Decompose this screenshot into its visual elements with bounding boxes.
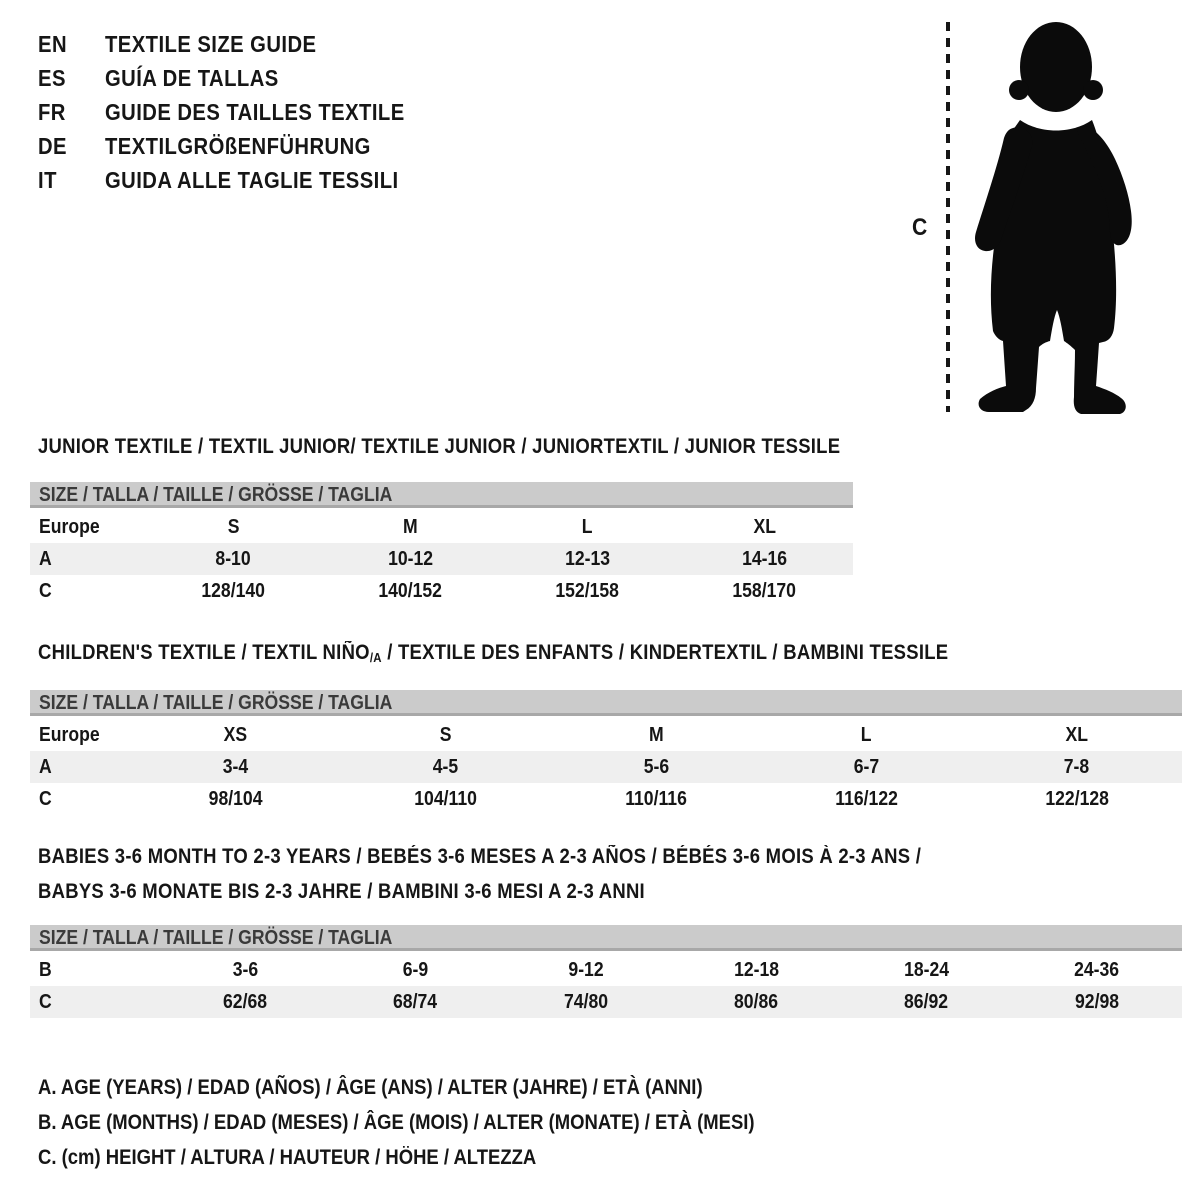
row-label: C [39,787,52,810]
table-cell: L [582,515,593,538]
table-cell: 9-12 [568,958,604,981]
height-measure-label: C [912,214,928,241]
table-cell: 3-6 [232,958,258,981]
table-cell: 3-4 [222,755,248,778]
language-code: FR [38,98,66,125]
row-label: A [39,547,52,570]
table-cell: M [403,515,418,538]
table-cell: 5-6 [643,755,669,778]
section-title-junior: JUNIOR TEXTILE / TEXTIL JUNIOR/ TEXTILE JUNIOR / JUNIORTEXTIL / JUNIOR TESSILE [38,435,841,458]
language-title: TEXTILGRÖßENFÜHRUNG [105,132,371,159]
table-row [30,986,1182,1018]
row-label: Europe [39,723,100,746]
language-row [38,95,446,129]
size-header-label: SIZE / TALLA / TAILLE / GRÖSSE / TAGLIA [39,927,393,949]
table-cell: 12-18 [733,958,779,981]
language-code: EN [38,30,67,57]
size-header-label: SIZE / TALLA / TAILLE / GRÖSSE / TAGLIA [39,484,393,506]
table-cell: 128/140 [201,579,266,602]
language-code: DE [38,132,67,159]
footnotes [38,1070,852,1175]
size-table-children [30,719,1182,815]
table-row [30,543,853,575]
language-code: IT [38,166,57,193]
size-table-junior [30,511,853,607]
table-cell: L [861,723,872,746]
table-row [30,751,1182,783]
table-cell: 98/104 [208,787,263,810]
language-row [38,27,446,61]
section-title-babies-line1: BABIES 3-6 MONTH TO 2-3 YEARS / BEBÉS 3-6 MESES A 2-3 AÑOS / BÉBÉS 3-6 MOIS À 2-3 ANS / [38,845,922,868]
table-cell: 86/92 [904,990,949,1013]
row-label: C [39,990,52,1013]
table-row [30,511,853,543]
language-title-block [38,27,446,197]
footnote-b: B. AGE (MONTHS) / EDAD (MESES) / ÂGE (MOIS) / ALTER (MONATE) / ETÀ (MESI) [38,1110,755,1134]
language-row [38,163,446,197]
table-cell: 152/158 [555,579,620,602]
table-cell: 6-9 [402,958,429,981]
language-row [38,61,446,95]
height-measure-dashed-line [946,22,950,412]
table-row [30,575,853,607]
section-title-babies-line2: BABYS 3-6 MONATE BIS 2-3 JAHRE / BAMBINI 3-6 MESI A 2-3 ANNI [38,880,645,903]
table-cell: 104/110 [414,787,477,810]
table-cell: M [648,723,664,746]
footnote-c: C. (cm) HEIGHT / ALTURA / HAUTEUR / HÖHE / ALTEZZA [38,1145,537,1169]
language-title: GUIDA ALLE TAGLIE TESSILI [105,166,399,193]
row-label: C [39,579,52,602]
table-cell: S [227,515,240,538]
size-header-label: SIZE / TALLA / TAILLE / GRÖSSE / TAGLIA [39,692,393,714]
row-label: Europe [39,515,100,538]
language-title: TEXTILE SIZE GUIDE [105,30,317,57]
table-cell: 8-10 [215,547,252,570]
table-cell: 140/152 [378,579,443,602]
table-cell: 14-16 [741,547,788,570]
table-cell: S [439,723,452,746]
table-cell: 80/86 [734,990,779,1013]
table-row [30,954,1182,986]
language-title: GUÍA DE TALLAS [105,64,279,91]
table-cell: XL [1065,723,1089,746]
table-cell: 68/74 [393,990,438,1013]
footnote-a: A. AGE (YEARS) / EDAD (AÑOS) / ÂGE (ANS) / ALTER (JAHRE) / ETÀ (ANNI) [38,1075,703,1099]
section-title-children: CHILDREN'S TEXTILE / TEXTIL NIÑO/A / TEXTILE DES ENFANTS / KINDERTEXTIL / BAMBINI TESSILE [38,641,949,665]
table-cell: 6-7 [853,755,880,778]
table-cell: 158/170 [732,579,797,602]
table-cell: 7-8 [1064,755,1090,778]
table-cell: 122/128 [1045,787,1109,810]
table-cell: XS [223,723,247,746]
size-header-bar-children [30,690,1182,716]
table-cell: 10-12 [387,547,434,570]
table-cell: 92/98 [1074,990,1119,1013]
table-cell: 24-36 [1074,958,1120,981]
table-row [30,783,1182,815]
table-cell: 18-24 [903,958,949,981]
table-cell: 116/122 [835,787,898,810]
language-row [38,129,446,163]
table-cell: 62/68 [223,990,268,1013]
row-label: B [39,958,52,981]
size-table-babies [30,954,1182,1018]
table-cell: 74/80 [563,990,608,1013]
table-row [30,719,1182,751]
table-cell: 12-13 [564,547,611,570]
size-header-bar-babies [30,925,1182,951]
table-cell: 110/116 [625,787,687,810]
toddler-silhouette-icon [965,20,1135,418]
language-code: ES [38,64,66,91]
table-cell: 4-5 [432,755,459,778]
size-header-bar-junior [30,482,853,508]
table-cell: XL [753,515,776,538]
row-label: A [39,755,52,778]
language-title: GUIDE DES TAILLES TEXTILE [105,98,405,125]
